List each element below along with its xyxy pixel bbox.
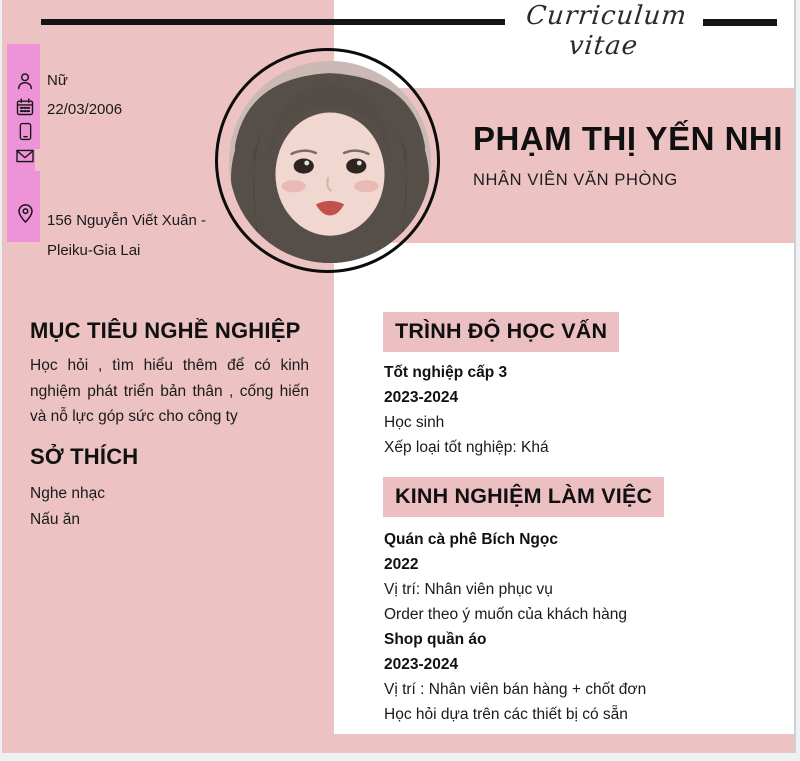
experience-detail: Học hỏi dựa trên các thiết bị có sẵn (384, 706, 628, 723)
header-rule-right (703, 19, 777, 26)
hobby-list (30, 481, 105, 532)
experience-title: Shop quần áo (384, 631, 487, 648)
education-heading: TRÌNH ĐỘ HỌC VẤN (383, 312, 619, 352)
portrait-illustration (229, 61, 431, 263)
objective-body: Học hỏi , tìm hiểu thêm để có kinh nghiệm phát triển bản thân , cống hiến và nỗ lực góp sức cho công ty (30, 357, 309, 425)
smartphone-icon (16, 120, 35, 143)
gender-value: Nữ (47, 72, 68, 89)
cv-document (2, 0, 796, 753)
education-detail: Học sinh (384, 414, 445, 431)
hobby-item: Nấu ăn (30, 510, 80, 528)
experience-title: Quán cà phê Bích Ngọc (384, 531, 558, 548)
address-line1: 156 Nguyễn Viết Xuân - (47, 212, 207, 229)
experience-detail: Vị trí: Nhân viên phục vụ (384, 581, 553, 598)
experience-period: 2023-2024 (384, 656, 459, 673)
curriculum-vitae-title: Curriculum vitae (524, 1, 689, 61)
person-icon (15, 71, 35, 91)
experience-heading: KINH NGHIỆM LÀM VIỆC (383, 477, 664, 517)
experience-period: 2022 (384, 556, 419, 573)
header-rule-left (41, 19, 505, 25)
hobby-item: Nghe nhạc (30, 485, 105, 502)
profile-photo (229, 61, 431, 263)
education-entry (384, 360, 549, 460)
experience-detail: Order theo ý muốn của khách hàng (384, 606, 627, 623)
education-title: Tốt nghiệp cấp 3 (384, 364, 508, 381)
email-row-placeholder (35, 149, 61, 171)
address-line2: Pleiku-Gia Lai (47, 242, 141, 259)
objective-heading: MỤC TIÊU NGHỀ NGHIỆP (30, 318, 301, 343)
calendar-icon (15, 97, 35, 117)
education-detail: Xếp loại tốt nghiệp: Khá (384, 439, 549, 456)
job-title: NHÂN VIÊN VĂN PHÒNG (473, 171, 678, 189)
hobbies-heading: SỞ THÍCH (30, 444, 139, 469)
experience-entries (384, 527, 646, 727)
envelope-icon (15, 148, 35, 164)
person-name: PHẠM THỊ YẾN NHI (473, 120, 783, 157)
birth-date-value: 22/03/2006 (47, 101, 123, 118)
location-pin-icon (15, 201, 36, 226)
education-period: 2023-2024 (384, 389, 459, 406)
experience-detail: Vị trí : Nhân viên bán hàng + chốt đơn (384, 681, 647, 698)
